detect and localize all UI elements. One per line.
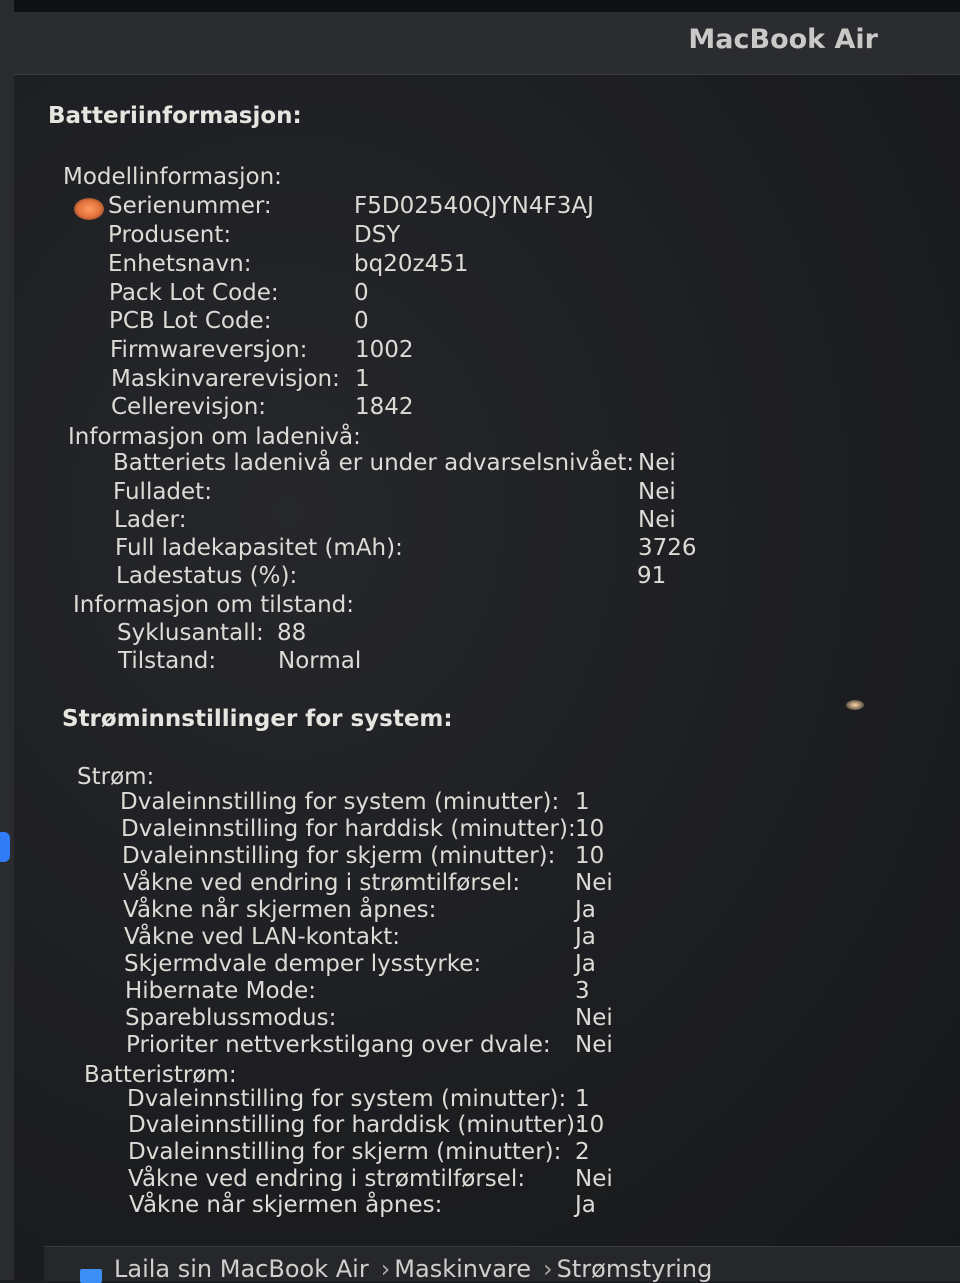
row-value: Nei <box>575 1005 613 1031</box>
row-label: Dvaleinnstilling for skjerm (minutter): <box>122 843 556 869</box>
row-label: Enhetsnavn: <box>108 251 252 277</box>
row-label: Serienummer: <box>108 193 272 219</box>
row-value: 10 <box>575 843 605 869</box>
row-label: Cellerevisjon: <box>111 394 267 420</box>
row-value: 0 <box>354 280 369 306</box>
row-value: 88 <box>277 620 307 646</box>
charge-info-heading: Informasjon om ladenivå: <box>68 424 361 450</box>
row-label: Dvaleinnstilling for harddisk (minutter): <box>121 816 576 842</box>
row-value: 1 <box>575 1086 590 1112</box>
row-value: Nei <box>575 1166 613 1192</box>
row-label: Skjermdvale demper lysstyrke: <box>124 951 482 977</box>
health-info-heading: Informasjon om tilstand: <box>73 592 355 618</box>
row-value: Nei <box>638 507 676 533</box>
row-value: Nei <box>638 479 676 505</box>
row-label: Produsent: <box>108 222 232 248</box>
camera-led-glare <box>74 198 104 220</box>
row-label: Våkne ved endring i strømtilførsel: <box>123 870 521 896</box>
row-value: 1842 <box>355 394 414 420</box>
row-label: Ladestatus (%): <box>116 563 298 589</box>
row-value: 3 <box>575 978 590 1004</box>
row-value: 1002 <box>355 337 414 363</box>
row-value: Normal <box>278 648 362 674</box>
row-label: PCB Lot Code: <box>109 308 272 334</box>
row-label: Dvaleinnstilling for system (minutter): <box>120 789 560 815</box>
row-value: 10 <box>575 816 605 842</box>
chevron-right-icon: › <box>380 1255 391 1283</box>
chevron-right-icon: › <box>543 1255 553 1283</box>
row-label: Dvaleinnstilling for skjerm (minutter): <box>128 1139 562 1165</box>
breadcrumb <box>44 1246 960 1281</box>
row-value: 10 <box>575 1112 605 1138</box>
row-label: Våkne ved endring i strømtilførsel: <box>128 1166 526 1192</box>
row-label: Prioriter nettverkstilgang over dvale: <box>126 1032 551 1058</box>
row-label: Våkne når skjermen åpnes: <box>129 1192 443 1218</box>
row-label: Våkne når skjermen åpnes: <box>123 897 437 923</box>
row-label: Firmwareversjon: <box>110 337 308 363</box>
row-value: Ja <box>575 951 596 977</box>
row-value: Nei <box>575 870 613 896</box>
row-label: Hibernate Mode: <box>125 978 317 1004</box>
row-value: 2 <box>575 1139 590 1165</box>
laptop-icon <box>80 1269 102 1283</box>
breadcrumb-item-computer[interactable]: Laila sin MacBook Air <box>114 1255 369 1283</box>
row-label: Våkne ved LAN-kontakt: <box>124 924 400 950</box>
row-value: Ja <box>575 924 596 950</box>
breadcrumb-item-hardware[interactable]: Maskinvare <box>394 1255 532 1283</box>
row-label: Maskinvarerevisjon: <box>111 366 340 392</box>
row-value: 3726 <box>638 535 697 561</box>
row-value: Nei <box>575 1032 613 1058</box>
row-value: Nei <box>638 450 676 476</box>
row-value: DSY <box>354 222 401 248</box>
row-value: Ja <box>575 1192 596 1218</box>
row-label: Dvaleinnstilling for harddisk (minutter): <box>128 1112 583 1138</box>
row-label: Full ladekapasitet (mAh): <box>115 535 403 561</box>
row-value: Ja <box>575 897 596 923</box>
row-value: 0 <box>354 308 369 334</box>
ac-power-heading: Strøm: <box>77 764 155 790</box>
row-value: 91 <box>637 563 667 589</box>
row-label: Spareblussmodus: <box>125 1005 337 1031</box>
row-label: Lader: <box>114 507 187 533</box>
row-label: Pack Lot Code: <box>109 280 279 306</box>
breadcrumb-path <box>114 1255 716 1283</box>
row-label: Syklusantall: <box>117 620 264 646</box>
row-label: Dvaleinnstilling for system (minutter): <box>127 1086 567 1112</box>
light-reflection <box>846 700 864 710</box>
row-label: Tilstand: <box>118 648 217 674</box>
breadcrumb-item-power[interactable]: Strømstyring <box>556 1255 713 1283</box>
row-label: Batteriets ladenivå er under advarselsnivået: <box>113 450 635 476</box>
battery-info-heading: Batteriinformasjon: <box>48 103 302 129</box>
window-title: MacBook Air <box>688 24 878 55</box>
model-info-heading: Modellinformasjon: <box>63 164 282 190</box>
power-settings-heading: Strøminnstillinger for system: <box>62 706 453 732</box>
row-value: bq20z451 <box>354 251 469 277</box>
row-value: 1 <box>575 789 590 815</box>
row-label: Fulladet: <box>113 479 212 505</box>
row-value: 1 <box>355 366 370 392</box>
row-value: F5D02540QJYN4F3AJ <box>354 193 594 219</box>
battery-power-heading: Batteristrøm: <box>84 1062 237 1088</box>
